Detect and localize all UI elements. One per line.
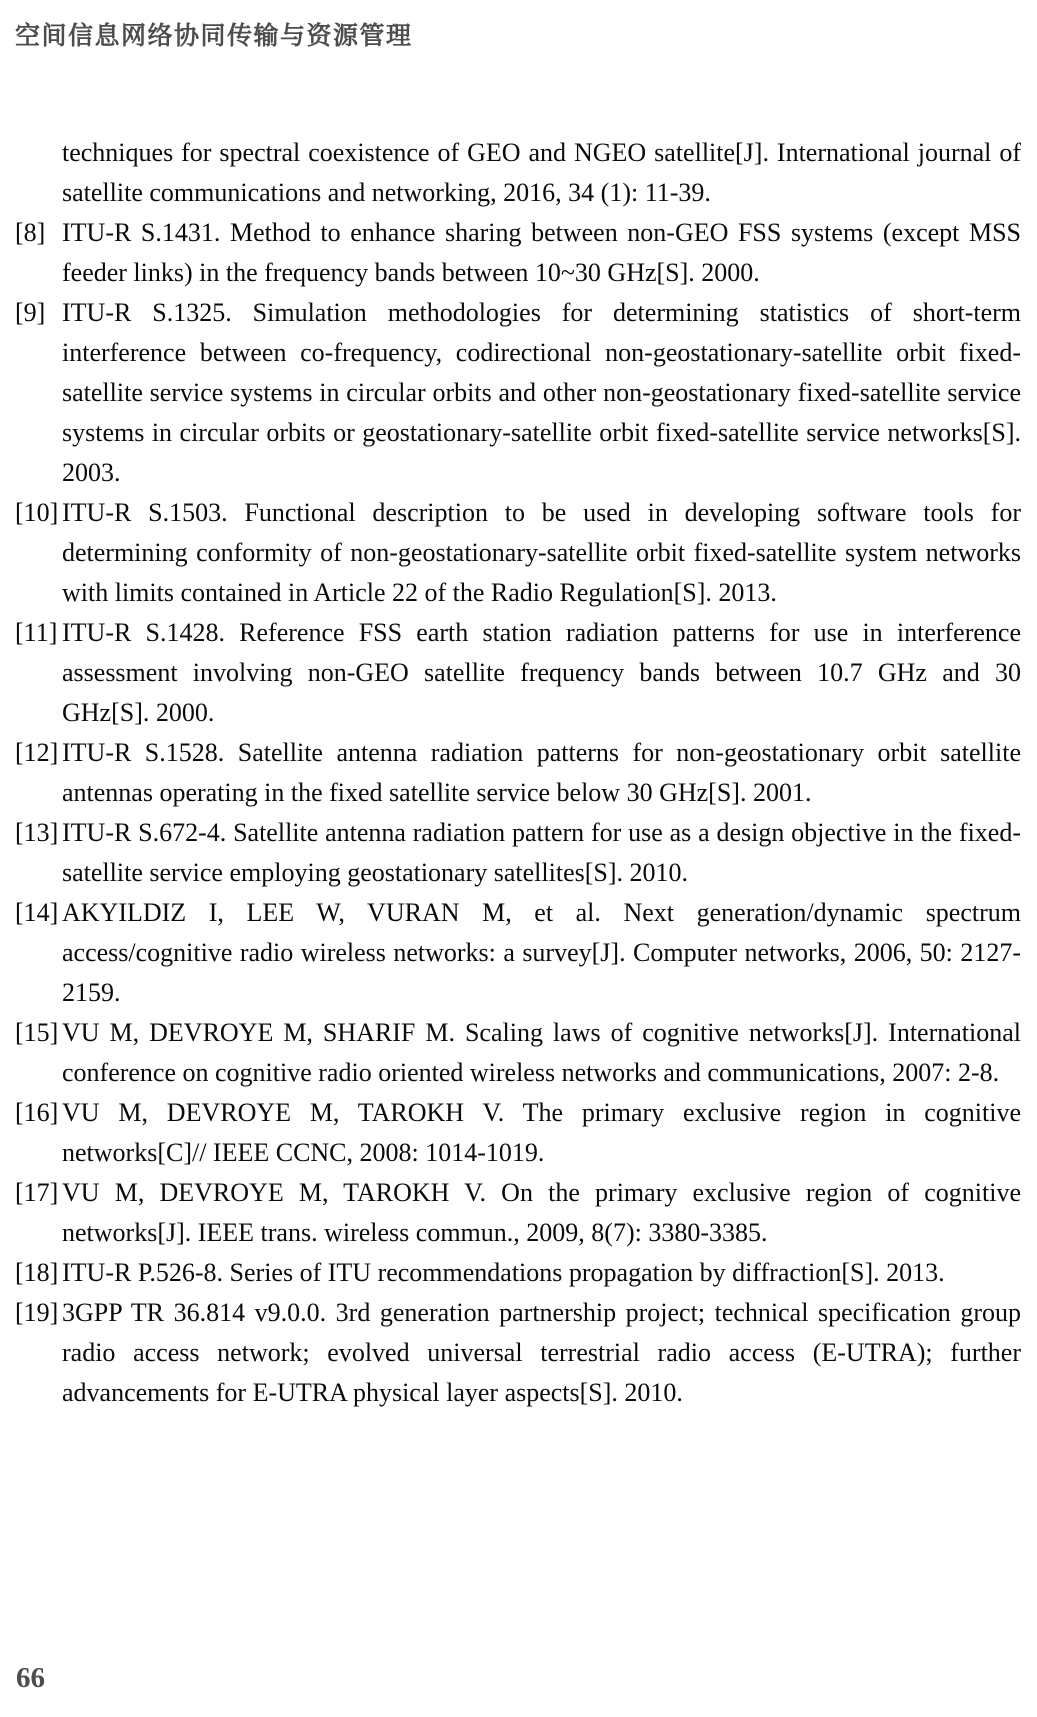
- reference-text: AKYILDIZ I, LEE W, VURAN M, et al. Next generation/dynamic spectrum access/cognitive radio wireless networks: a survey[J]. Computer networks, 2006, 50: 2127-2159.: [62, 898, 1021, 1007]
- reference-text: ITU-R S.1528. Satellite antenna radiation patterns for non-geostationary orbit satellite antennas operating in the fixed satellite service below 30 GHz[S]. 2001.: [62, 738, 1021, 807]
- reference-text: ITU-R S.672-4. Satellite antenna radiation pattern for use as a design objective in the fixed-satellite service employing geostationary satellites[S]. 2010.: [62, 818, 1021, 887]
- reference-continuation: [15, 133, 1021, 213]
- reference-item-19: [15, 1293, 1021, 1413]
- reference-number: [19]: [15, 1298, 59, 1327]
- reference-text: techniques for spectral coexistence of GEO and NGEO satellite[J]. International journal of satellite communications and networking, 2016, 34 (1): 11-39.: [62, 138, 1021, 207]
- reference-item-14: [15, 893, 1021, 1013]
- reference-text: VU M, DEVROYE M, TAROKH V. The primary exclusive region in cognitive networks[C]// IEEE CCNC, 2008: 1014-1019.: [62, 1098, 1021, 1167]
- reference-item-12: [15, 733, 1021, 813]
- reference-item-13: [15, 813, 1021, 893]
- reference-number: [15]: [15, 1018, 59, 1047]
- reference-text: ITU-R P.526-8. Series of ITU recommendations propagation by diffraction[S]. 2013.: [62, 1258, 945, 1287]
- reference-item-15: [15, 1013, 1021, 1093]
- reference-number: [13]: [15, 818, 59, 847]
- reference-number: [16]: [15, 1098, 59, 1127]
- page-number: 66: [16, 1662, 45, 1694]
- reference-number: [9]: [15, 298, 46, 327]
- reference-text: 3GPP TR 36.814 v9.0.0. 3rd generation partnership project; technical specification group radio access network; evolved universal terrestrial radio access (E-UTRA); further advancements for E-UTRA physical layer aspects[S]. 2010.: [62, 1298, 1021, 1407]
- reference-text: ITU-R S.1428. Reference FSS earth station radiation patterns for use in interference assessment involving non-GEO satellite frequency bands between 10.7 GHz and 30 GHz[S]. 2000.: [62, 618, 1021, 727]
- reference-item-10: [15, 493, 1021, 613]
- reference-number: [18]: [15, 1258, 59, 1287]
- reference-number: [14]: [15, 898, 59, 927]
- reference-text: ITU-R S.1503. Functional description to be used in developing software tools for determining conformity of non-geostationary-satellite orbit fixed-satellite system networks with limits contained in Article 22 of the Radio Regulation[S]. 2013.: [62, 498, 1021, 607]
- reference-number: [8]: [15, 218, 46, 247]
- reference-item-9: [15, 293, 1021, 493]
- reference-number: [12]: [15, 738, 59, 767]
- reference-text: ITU-R S.1325. Simulation methodologies for determining statistics of short-term interference between co-frequency, codirectional non-geostationary-satellite orbit fixed-satellite service systems in circular orbits and other non-geostationary fixed-satellite service systems in circular orbits or geostationary-satellite orbit fixed-satellite service networks[S]. 2003.: [62, 298, 1021, 487]
- reference-text: VU M, DEVROYE M, SHARIF M. Scaling laws of cognitive networks[J]. International conference on cognitive radio oriented wireless networks and communications, 2007: 2-8.: [62, 1018, 1021, 1087]
- reference-item-17: [15, 1173, 1021, 1253]
- reference-item-16: [15, 1093, 1021, 1173]
- reference-text: VU M, DEVROYE M, TAROKH V. On the primary exclusive region of cognitive networks[J]. IEEE trans. wireless commun., 2009, 8(7): 3380-3385.: [62, 1178, 1021, 1247]
- reference-number: [11]: [15, 618, 58, 647]
- reference-item-8: [15, 213, 1021, 293]
- running-header-title: 空间信息网络协同传输与资源管理: [15, 21, 413, 50]
- reference-item-18: [15, 1253, 1021, 1293]
- reference-list: [15, 133, 1021, 1413]
- reference-item-11: [15, 613, 1021, 733]
- reference-number: [17]: [15, 1178, 59, 1207]
- reference-number: [10]: [15, 498, 59, 527]
- reference-text: ITU-R S.1431. Method to enhance sharing between non-GEO FSS systems (except MSS feeder links) in the frequency bands between 10~30 GHz[S]. 2000.: [62, 218, 1021, 287]
